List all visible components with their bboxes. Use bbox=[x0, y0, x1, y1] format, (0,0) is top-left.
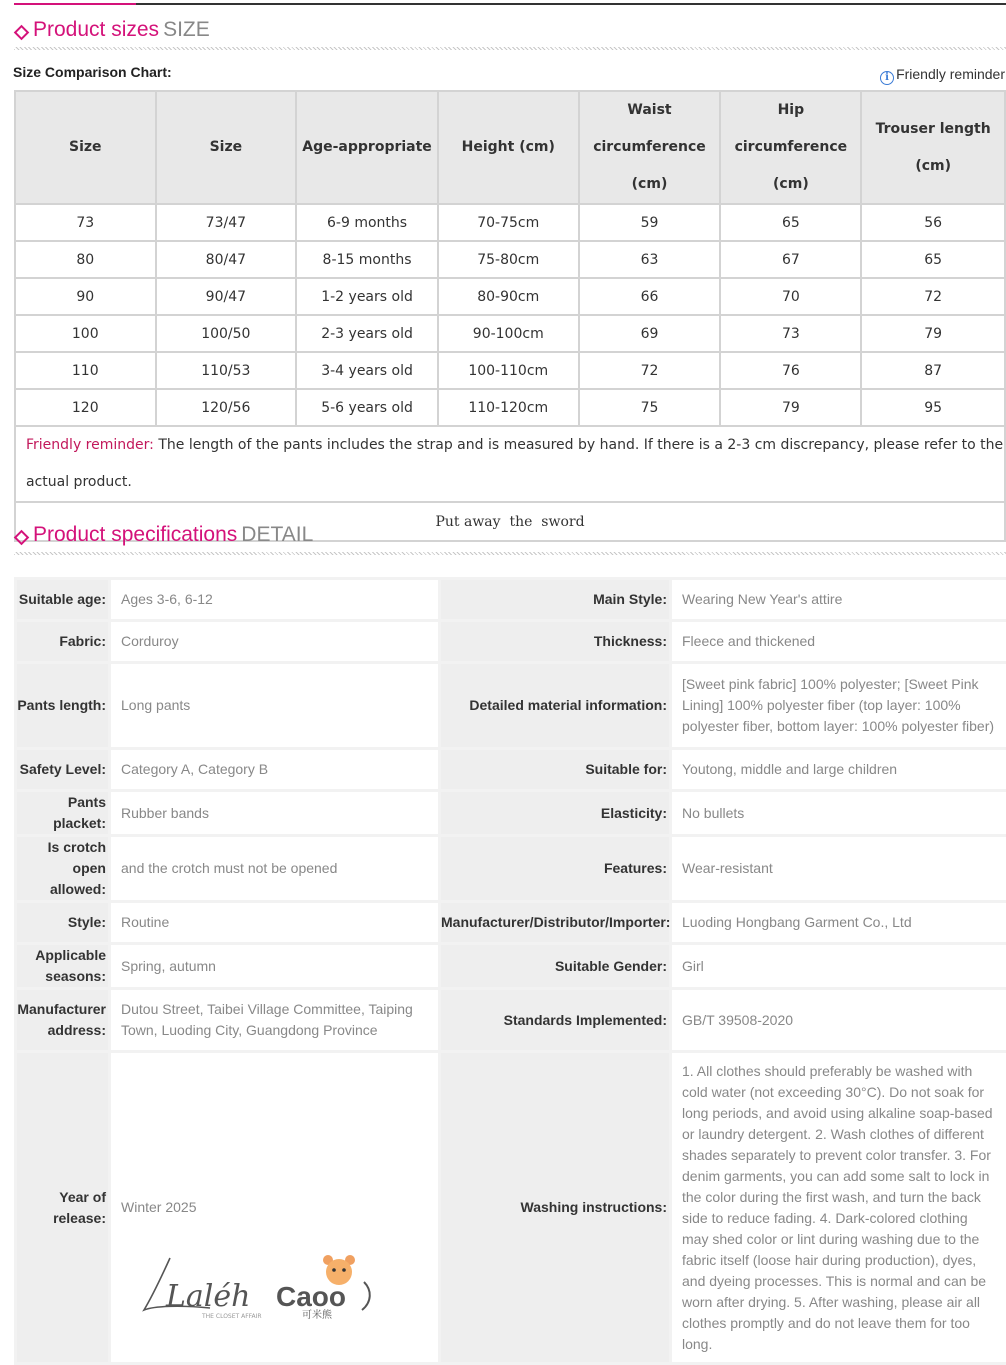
spec-key: Features: bbox=[440, 836, 671, 902]
spec-table bbox=[14, 577, 1006, 1365]
table-cell: 3-4 years old bbox=[296, 352, 438, 389]
table-cell: 120/56 bbox=[156, 389, 297, 426]
spec-key: Year of release: bbox=[16, 1052, 110, 1364]
table-row bbox=[15, 389, 1005, 426]
spec-key: Detailed material information: bbox=[440, 663, 671, 749]
table-cell: 73 bbox=[15, 204, 156, 241]
spec-row bbox=[16, 989, 1006, 1052]
spec-key: Pants placket: bbox=[16, 791, 110, 836]
table-header-row bbox=[15, 91, 1005, 204]
svg-text:THE CLOSET AFFAIR: THE CLOSET AFFAIR bbox=[201, 1313, 262, 1320]
header-cell: Trouser length (cm) bbox=[861, 91, 1005, 204]
header-cell: Hip circumference (cm) bbox=[720, 91, 861, 204]
spec-value: 1. All clothes should preferably be washed with cold water (not exceeding 30°C). Do not soak for long periods, and avoid using alkaline soap-based or laundry detergent. 2. Wash clothes of different shades separately to prevent color transfer. 3. For denim garments, you can add some salt to lock in the color during the first wash, and turn the back side to reduce fading. 4. Dark-colored clothing may shed color or lint during washing due to the fabric itself (loose hair during production), dyes, and dyeing processes. This is normal and can be worn after drying. 5. After washing, please air all clothes promptly and do not leave them for too long. bbox=[671, 1052, 1006, 1364]
table-cell: 69 bbox=[579, 315, 721, 352]
spec-value: Fleece and thickened bbox=[671, 621, 1006, 663]
size-section-header bbox=[14, 18, 1006, 48]
spec-value: Corduroy bbox=[110, 621, 440, 663]
header-cell: Size bbox=[15, 91, 156, 204]
spec-value: [Sweet pink fabric] 100% polyester; [Sweet Pink Lining] 100% polyester fiber (top layer: 100% polyester fiber, bottom layer: 100% polyester fiber) bbox=[671, 663, 1006, 749]
note-label: Friendly reminder: bbox=[26, 437, 154, 453]
table-cell: 100-110cm bbox=[438, 352, 579, 389]
table-cell: 5-6 years old bbox=[296, 389, 438, 426]
spec-row bbox=[16, 836, 1006, 902]
table-cell: 73/47 bbox=[156, 204, 297, 241]
spec-value: Long pants bbox=[110, 663, 440, 749]
spec-key: Elasticity: bbox=[440, 791, 671, 836]
header-cell: Waist circumference (cm) bbox=[579, 91, 721, 204]
spec-key: Main Style: bbox=[440, 579, 671, 621]
size-chart-label: Size Comparison Chart: bbox=[13, 64, 172, 80]
table-cell: 56 bbox=[861, 204, 1005, 241]
table-row bbox=[15, 315, 1005, 352]
header-cell: Age-appropriate bbox=[296, 91, 438, 204]
spec-row bbox=[16, 944, 1006, 989]
spec-row bbox=[16, 791, 1006, 836]
table-cell: 110 bbox=[15, 352, 156, 389]
spec-value: Wearing New Year's attire bbox=[671, 579, 1006, 621]
spec-key: Suitable Gender: bbox=[440, 944, 671, 989]
table-cell: 72 bbox=[579, 352, 721, 389]
svg-text:Caoo: Caoo bbox=[276, 1281, 346, 1312]
spec-key: Suitable for: bbox=[440, 749, 671, 791]
spec-key: Thickness: bbox=[440, 621, 671, 663]
svg-text:可米熊: 可米熊 bbox=[302, 1308, 333, 1321]
table-cell: 76 bbox=[720, 352, 861, 389]
svg-text:Laléh: Laléh bbox=[165, 1279, 250, 1314]
table-cell: 110/53 bbox=[156, 352, 297, 389]
brand-logo bbox=[140, 1250, 380, 1322]
info-icon: i bbox=[880, 71, 894, 85]
spec-value: Routine bbox=[110, 902, 440, 944]
table-cell: 90 bbox=[15, 278, 156, 315]
table-cell: 72 bbox=[861, 278, 1005, 315]
spec-value: No bullets bbox=[671, 791, 1006, 836]
table-cell: 70 bbox=[720, 278, 861, 315]
spec-key: Style: bbox=[16, 902, 110, 944]
table-cell: 59 bbox=[579, 204, 721, 241]
table-cell: 75-80cm bbox=[438, 241, 579, 278]
spec-row bbox=[16, 579, 1006, 621]
header-cell: Height (cm) bbox=[438, 91, 579, 204]
spec-row bbox=[16, 749, 1006, 791]
table-cell: 90-100cm bbox=[438, 315, 579, 352]
table-cell: 8-15 months bbox=[296, 241, 438, 278]
table-cell: 67 bbox=[720, 241, 861, 278]
table-cell: 80 bbox=[15, 241, 156, 278]
header-cell: Size bbox=[156, 91, 297, 204]
section-title: Product specifications bbox=[33, 523, 237, 546]
spec-key: Applicable seasons: bbox=[16, 944, 110, 989]
table-cell: 80/47 bbox=[156, 241, 297, 278]
spec-key: Pants length: bbox=[16, 663, 110, 749]
table-cell: 73 bbox=[720, 315, 861, 352]
spec-key: Manufacturer address: bbox=[16, 989, 110, 1052]
spec-key: Fabric: bbox=[16, 621, 110, 663]
table-cell: 6-9 months bbox=[296, 204, 438, 241]
top-divider bbox=[14, 3, 1006, 5]
table-cell: 63 bbox=[579, 241, 721, 278]
table-cell: 79 bbox=[720, 389, 861, 426]
spec-value: Youtong, middle and large children bbox=[671, 749, 1006, 791]
section-title-en: DETAIL bbox=[241, 523, 313, 546]
table-cell: 65 bbox=[861, 241, 1005, 278]
table-cell: 87 bbox=[861, 352, 1005, 389]
spec-value: Winter 2025 bbox=[110, 1052, 440, 1364]
table-cell: 100/50 bbox=[156, 315, 297, 352]
friendly-reminder-link[interactable]: i Friendly reminder bbox=[880, 66, 1005, 85]
table-cell: 65 bbox=[720, 204, 861, 241]
table-row bbox=[15, 278, 1005, 315]
table-cell: 100 bbox=[15, 315, 156, 352]
table-cell: 1-2 years old bbox=[296, 278, 438, 315]
note-text: The length of the pants includes the strap and is measured by hand. If there is a 2-3 cm discrepancy, please refer to the actual product. bbox=[26, 437, 1003, 490]
size-comparison-table bbox=[14, 90, 1006, 542]
note-row bbox=[15, 426, 1005, 502]
table-cell: 95 bbox=[861, 389, 1005, 426]
section-title: Product sizes bbox=[33, 18, 159, 41]
table-cell: 120 bbox=[15, 389, 156, 426]
put-away-button[interactable]: Put away the sword bbox=[15, 502, 1005, 541]
table-cell: 80-90cm bbox=[438, 278, 579, 315]
spec-value: Spring, autumn bbox=[110, 944, 440, 989]
spec-value: GB/T 39508-2020 bbox=[671, 989, 1006, 1052]
spec-key: Is crotch open allowed: bbox=[16, 836, 110, 902]
spec-value: Ages 3-6, 6-12 bbox=[110, 579, 440, 621]
spec-row bbox=[16, 663, 1006, 749]
spec-key: Safety Level: bbox=[16, 749, 110, 791]
table-cell: 90/47 bbox=[156, 278, 297, 315]
spec-value: Girl bbox=[671, 944, 1006, 989]
table-row bbox=[15, 204, 1005, 241]
diamond-icon bbox=[14, 25, 30, 41]
spec-row bbox=[16, 902, 1006, 944]
spec-value: and the crotch must not be opened bbox=[110, 836, 440, 902]
table-cell: 75 bbox=[579, 389, 721, 426]
table-row bbox=[15, 241, 1005, 278]
table-cell: 66 bbox=[579, 278, 721, 315]
spec-key: Suitable age: bbox=[16, 579, 110, 621]
spec-value: Dutou Street, Taibei Village Committee, Taiping Town, Luoding City, Guangdong Province bbox=[110, 989, 440, 1052]
spec-key: Manufacturer/Distributor/Importer: bbox=[440, 902, 671, 944]
spec-key: Washing instructions: bbox=[440, 1052, 671, 1364]
spec-row bbox=[16, 621, 1006, 663]
section-title-en: SIZE bbox=[163, 18, 210, 41]
diamond-icon bbox=[14, 530, 30, 546]
spec-value: Wear-resistant bbox=[671, 836, 1006, 902]
table-cell: 70-75cm bbox=[438, 204, 579, 241]
table-cell: 110-120cm bbox=[438, 389, 579, 426]
table-cell: 79 bbox=[861, 315, 1005, 352]
table-cell: 2-3 years old bbox=[296, 315, 438, 352]
spec-key: Standards Implemented: bbox=[440, 989, 671, 1052]
spec-value: Rubber bands bbox=[110, 791, 440, 836]
spec-value: Luoding Hongbang Garment Co., Ltd bbox=[671, 902, 1006, 944]
spec-section-header bbox=[14, 523, 1006, 553]
logo-graphic bbox=[140, 1250, 380, 1322]
table-row bbox=[15, 352, 1005, 389]
spec-value: Category A, Category B bbox=[110, 749, 440, 791]
